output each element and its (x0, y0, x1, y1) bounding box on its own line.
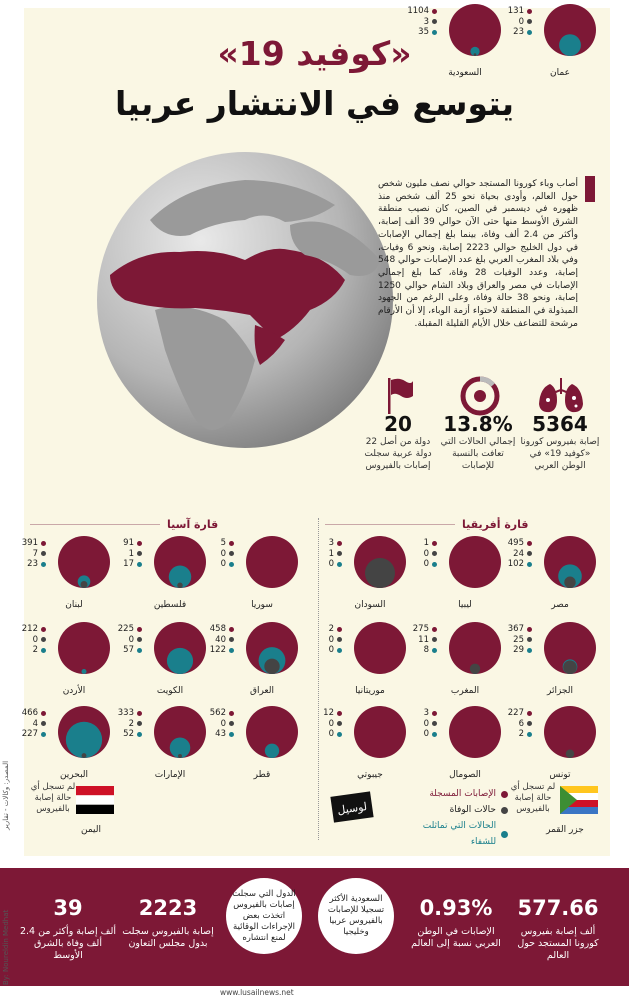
legend-dot (137, 637, 142, 642)
value-cases: 562 (209, 708, 226, 718)
country-bubble-chart (447, 620, 503, 676)
country-name: السودان (354, 600, 386, 610)
value-deaths: 0 (220, 548, 226, 559)
country-bubble-chart (447, 2, 503, 58)
value-recovered: 8 (423, 645, 429, 655)
value-cases: 227 (507, 708, 524, 718)
credits (2, 760, 12, 990)
value-recovered: 122 (209, 645, 226, 655)
value-recovered: 2 (518, 729, 524, 739)
legend-dot (137, 648, 142, 653)
legend-dot (337, 721, 342, 726)
credit-source: المصدر: وكالات - تقارير (2, 760, 10, 830)
country-name: قطر (253, 770, 271, 780)
legend-dot (432, 721, 437, 726)
country-bubble-chart (352, 704, 408, 760)
value-cases: 1 (423, 538, 429, 548)
value-cases: 3 (423, 708, 429, 718)
legend-dot (337, 732, 342, 737)
country-name: ليبيا (458, 600, 472, 610)
legend-dot (432, 711, 437, 716)
intro-text: أصاب وباء كورونا المستجد حوالي نصف مليون شخص حول العالم، وأودى بحياة نحو 25 ألف شخص منذ ظهوره في ديسمبر في الصين، كان نصيب منطقة الشرق الأوسط منها حتى الآن حوالي 39 ألف إصابة، وأكثر من 2.4 ألف وفاة، بينما بلغ إجمالي الإصابات في دول الخليج حوالي 2223 إصابة، ونحو 6 وفيات، وفي بلاد المغرب العربي بلغ عدد الإصابات حوالي 548 إصابة، وعدد الوفيات 28 وفاة، كما بلغ إجمالي الإصابات في مصر والعراق وبلاد الشام حوالي 1250 إصابة، ونحو 38 حالة وفاة، وعلى الرغم من الجهود المبذولة في المنطقة لاحتواء أزمة الوباء، إلا أن الأرقام مرشحة للتضاعف خلال الأيام القليلة المقبلة. (378, 179, 579, 329)
legend-dot (41, 627, 46, 632)
stat-label: دولة من أصل 22 دولة عربية سجلت إصابات بالفيروس (364, 437, 432, 471)
country-values (2, 538, 38, 570)
legend-dot (527, 711, 532, 716)
deaths-circle (177, 583, 182, 588)
country-cell (507, 0, 606, 84)
country-cell (117, 618, 216, 702)
stat-label: إجمالي الحالات التي تعافت بالنسبة للإصابات (440, 437, 516, 471)
deaths-circle (564, 577, 575, 588)
legend-dot (41, 637, 46, 642)
country-legend-dots (432, 538, 438, 572)
country-name: العراق (249, 686, 275, 696)
value-deaths: 24 (513, 548, 524, 559)
country-bubble-chart (152, 704, 208, 760)
value-deaths: 0 (423, 718, 429, 729)
legend-dot (527, 551, 532, 556)
legend-label: حالات الوفاة (449, 805, 496, 815)
legend-dot (229, 562, 234, 567)
value-recovered: 23 (27, 559, 38, 569)
legend-dot (229, 627, 234, 632)
legend-dot (337, 551, 342, 556)
country-cell (407, 0, 511, 84)
stat-recovery-rate (438, 412, 518, 472)
legend-dot (527, 19, 532, 24)
country-legend-dots (432, 624, 438, 658)
legend-dot (229, 637, 234, 642)
legend-dot (229, 732, 234, 737)
legend-dot (501, 807, 508, 814)
deaths-circle (264, 659, 279, 674)
value-recovered: 57 (123, 645, 134, 655)
country-legend-dots (527, 6, 533, 40)
value-cases: 131 (507, 6, 524, 16)
title-line-2: يتوسع في الانتشار عربيا (114, 84, 515, 123)
cases-circle (246, 536, 298, 588)
deaths-circle (82, 753, 87, 758)
stat-value: 13.8% (443, 412, 513, 436)
legend-dot (527, 732, 532, 737)
stat-value: 20 (384, 412, 412, 436)
country-legend-dots (337, 538, 343, 572)
legend-dot (337, 711, 342, 716)
footer-label: الإصابات في الوطن العربي نسبة إلى العالم (411, 926, 501, 949)
legend-dot (432, 637, 437, 642)
legend-dot (137, 551, 142, 556)
country-legend-dots (229, 708, 235, 742)
yemen-note: لم تسجل أي حالة إصابة بالفيروس (30, 782, 76, 814)
value-cases: 275 (412, 624, 429, 634)
value-deaths: 2 (128, 718, 134, 729)
footer-value: 0.93% (419, 896, 493, 920)
footer-value: 39 (53, 896, 83, 920)
legend-dot (527, 541, 532, 546)
cases-circle (354, 622, 406, 674)
legend-dot (527, 648, 532, 653)
country-cell (21, 702, 120, 786)
value-deaths: 0 (128, 634, 134, 645)
legend-dot (432, 562, 437, 567)
legend-dot (41, 648, 46, 653)
country-cell (415, 532, 511, 616)
value-recovered: 0 (220, 559, 226, 569)
country-name: فلسطين (153, 600, 187, 610)
value-recovered: 29 (513, 645, 524, 655)
value-deaths: 4 (32, 718, 38, 729)
legend-dot (41, 732, 46, 737)
comoros-flag-icon (560, 786, 598, 814)
country-bubble-chart (352, 620, 408, 676)
country-bubble-chart (56, 620, 112, 676)
value-deaths: 25 (513, 634, 524, 645)
legend-dot (41, 721, 46, 726)
section-asia: قارة آسيا (167, 518, 219, 531)
legend-dot (432, 551, 437, 556)
value-cases: 466 (21, 708, 38, 718)
legend-registered (396, 786, 508, 802)
lusail-stamp-icon (330, 790, 374, 826)
footer-world-cases (508, 868, 608, 986)
footer-label: ألف إصابة بفيروس كورونا المستجد حول العالم (517, 926, 599, 961)
legend-dot (137, 721, 142, 726)
value-cases: 391 (21, 538, 38, 548)
country-cell (120, 532, 216, 616)
value-deaths: 0 (423, 548, 429, 559)
stamp-text: لوسيل (336, 799, 368, 818)
deaths-circle (81, 581, 88, 588)
country-cell (320, 702, 416, 786)
legend-dot (501, 791, 508, 798)
country-name: الصومال (449, 770, 481, 780)
country-cell (320, 532, 416, 616)
country-name: البحرين (59, 770, 89, 780)
country-legend-dots (137, 708, 143, 742)
value-cases: 1104 (407, 6, 429, 16)
country-bubble-chart (352, 534, 408, 590)
footer-mideast-cases (18, 868, 118, 986)
country-values (2, 708, 38, 740)
africa-rule (325, 524, 455, 525)
deaths-circle (178, 754, 182, 758)
value-recovered: 23 (513, 27, 524, 37)
country-bubble-chart (447, 534, 503, 590)
comoros-name: جزر القمر (546, 825, 584, 835)
legend-dot (337, 648, 342, 653)
value-cases: 212 (21, 624, 38, 634)
value-recovered: 0 (328, 645, 334, 655)
value-deaths: 1 (328, 548, 334, 559)
country-cell (209, 618, 308, 702)
footer-bubble-saudi: السعودية الأكثر تسجيلا للإصابات بالفيروس عربيا وخليجيا (318, 878, 394, 954)
cases-circle (449, 706, 501, 758)
value-recovered: 2 (32, 645, 38, 655)
country-name: الجزائر (547, 686, 573, 696)
value-deaths: 6 (518, 718, 524, 729)
value-cases: 333 (117, 708, 134, 718)
legend-dot (432, 541, 437, 546)
country-name: الأردن (62, 686, 86, 696)
value-cases: 495 (507, 538, 524, 548)
country-legend-dots (41, 538, 47, 572)
country-bubble-chart (244, 704, 300, 760)
country-cell (212, 532, 308, 616)
legend (396, 786, 508, 850)
legend-dot (527, 637, 532, 642)
country-name: مصر (551, 600, 569, 610)
quote-mark-icon (585, 176, 595, 202)
legend-dot (41, 711, 46, 716)
country-bubble-chart (542, 704, 598, 760)
credit-author: By: Noureldin Medhat (2, 909, 10, 985)
country-legend-dots (229, 624, 235, 658)
country-cell (507, 702, 606, 786)
country-cell (117, 702, 216, 786)
stat-arab-cases (520, 412, 600, 472)
globe-map (95, 150, 395, 450)
country-cell (21, 532, 120, 616)
section-africa: قارة أفريقيا (462, 518, 529, 531)
value-recovered: 0 (423, 559, 429, 569)
legend-dot (432, 732, 437, 737)
deaths-circle (563, 660, 577, 674)
value-recovered: 0 (328, 729, 334, 739)
footer-value: 2223 (138, 896, 198, 920)
deaths-circle (470, 664, 480, 674)
country-name: جيبوتي (357, 770, 383, 780)
yemen-flag-icon (76, 786, 114, 814)
country-values (2, 624, 38, 656)
value-cases: 225 (117, 624, 134, 634)
country-legend-dots (137, 538, 143, 572)
legend-dot (527, 30, 532, 35)
country-values (393, 6, 429, 38)
value-recovered: 17 (123, 559, 134, 569)
value-deaths: 3 (423, 16, 429, 27)
cases-circle (449, 536, 501, 588)
legend-recovered (396, 818, 508, 850)
country-cell (415, 702, 511, 786)
country-name: الكويت (156, 686, 184, 696)
country-bubble-chart (56, 704, 112, 760)
legend-dot (527, 627, 532, 632)
value-cases: 3 (328, 538, 334, 548)
country-legend-dots (229, 538, 235, 572)
legend-dot (137, 541, 142, 546)
lungs-icon (536, 376, 586, 416)
footer-label: ألف إصابة وأكثر من 2.4 ألف وفاة بالشرق الأوسط (19, 926, 117, 961)
country-cell (209, 702, 308, 786)
stat-countries (358, 412, 438, 472)
value-cases: 367 (507, 624, 524, 634)
country-bubble-chart (542, 2, 598, 58)
recovered-circle (66, 722, 102, 758)
legend-dot (527, 721, 532, 726)
comoros-note: لم تسجل أي حالة إصابة بالفيروس (510, 782, 556, 814)
value-cases: 2 (328, 624, 334, 634)
country-bubble-chart (244, 534, 300, 590)
country-name: سوريا (251, 600, 273, 610)
country-name: المغرب (450, 686, 480, 696)
country-bubble-chart (152, 534, 208, 590)
stat-label: إصابة بفيروس كورونا «كوفيد 19» في الوطن العربي (520, 437, 600, 471)
value-recovered: 52 (123, 729, 134, 739)
legend-dot (229, 648, 234, 653)
country-cell (507, 532, 606, 616)
yemen-name: اليمن (80, 825, 101, 835)
value-recovered: 0 (328, 559, 334, 569)
legend-dot (229, 541, 234, 546)
footer-arab-share (406, 868, 506, 986)
value-deaths: 40 (215, 634, 226, 645)
asia-rule (30, 524, 160, 525)
legend-dot (432, 9, 437, 14)
legend-dot (527, 9, 532, 14)
value-deaths: 0 (518, 16, 524, 27)
legend-dot (229, 711, 234, 716)
flag-icon (385, 376, 415, 416)
country-cell (412, 618, 511, 702)
footer-label: إصابة بالفيروس سجلت بدول مجلس التعاون (122, 926, 214, 949)
legend-dot (41, 562, 46, 567)
legend-deaths (396, 802, 508, 818)
legend-dot (432, 648, 437, 653)
title-line-1: «كوفيد 19» (217, 34, 412, 73)
stat-value: 5364 (532, 412, 588, 436)
country-bubble-chart (542, 534, 598, 590)
footer-bubble-measures: الدول التي سجلت إصابات بالفيروس اتخذت بعض الإجراءات الوقائية لمنع انتشاره (226, 878, 302, 954)
legend-dot (337, 637, 342, 642)
legend-dot (137, 627, 142, 632)
legend-dot (432, 19, 437, 24)
legend-dot (337, 541, 342, 546)
legend-dot (229, 551, 234, 556)
legend-dot (137, 562, 142, 567)
value-recovered: 227 (21, 729, 38, 739)
country-legend-dots (432, 708, 438, 742)
value-recovered: 0 (423, 729, 429, 739)
country-legend-dots (432, 6, 438, 40)
recovered-circle (167, 648, 193, 674)
country-bubble-chart (447, 704, 503, 760)
footer-gcc-cases (118, 868, 218, 986)
value-recovered: 102 (507, 559, 524, 569)
country-bubble-chart (542, 620, 598, 676)
value-deaths: 7 (32, 548, 38, 559)
country-legend-dots (527, 708, 533, 742)
legend-dot (432, 627, 437, 632)
country-bubble-chart (152, 620, 208, 676)
legend-dot (41, 551, 46, 556)
legend-dot (337, 562, 342, 567)
country-cell (320, 618, 416, 702)
country-name: عمان (550, 68, 570, 78)
country-legend-dots (41, 708, 47, 742)
value-cases: 458 (209, 624, 226, 634)
country-name: تونس (549, 770, 571, 780)
value-deaths: 0 (220, 718, 226, 729)
recovered-circle (81, 669, 86, 674)
recovered-circle (265, 744, 279, 758)
country-cell (21, 618, 120, 702)
value-deaths: 0 (328, 634, 334, 645)
legend-dot (432, 30, 437, 35)
country-legend-dots (337, 624, 343, 658)
country-bubble-chart (244, 620, 300, 676)
value-recovered: 43 (215, 729, 226, 739)
legend-dot (337, 627, 342, 632)
country-legend-dots (337, 708, 343, 742)
cases-circle (354, 706, 406, 758)
cases-circle (58, 622, 110, 674)
country-legend-dots (137, 624, 143, 658)
country-legend-dots (527, 538, 533, 572)
value-cases: 5 (220, 538, 226, 548)
legend-dot (137, 732, 142, 737)
deaths-circle (474, 53, 477, 56)
value-cases: 91 (123, 538, 134, 548)
value-deaths: 0 (32, 634, 38, 645)
virus-icon (460, 376, 500, 416)
footer-value: 577.66 (517, 896, 599, 920)
value-recovered: 35 (418, 27, 429, 37)
legend-label: الإصابات المسجلة (429, 789, 496, 799)
recovered-circle (559, 34, 581, 56)
value-cases: 12 (323, 708, 334, 718)
value-deaths: 0 (328, 718, 334, 729)
country-name: الإمارات (154, 770, 186, 780)
legend-dot (41, 541, 46, 546)
country-name: السعودية (448, 68, 482, 78)
value-deaths: 1 (128, 548, 134, 559)
country-name: موريتانيا (355, 686, 385, 696)
deaths-circle (365, 558, 395, 588)
country-legend-dots (527, 624, 533, 658)
legend-dot (527, 562, 532, 567)
legend-label: الحالات التي تماثلت للشفاء (422, 821, 497, 847)
legend-dot (501, 831, 508, 838)
country-legend-dots (41, 624, 47, 658)
legend-dot (229, 721, 234, 726)
value-deaths: 11 (418, 634, 429, 645)
legend-dot (137, 711, 142, 716)
country-bubble-chart (56, 534, 112, 590)
country-cell (507, 618, 606, 702)
country-name: لبنان (65, 600, 83, 610)
site-url: www.lusailnews.net (220, 988, 294, 997)
deaths-circle (566, 750, 574, 758)
